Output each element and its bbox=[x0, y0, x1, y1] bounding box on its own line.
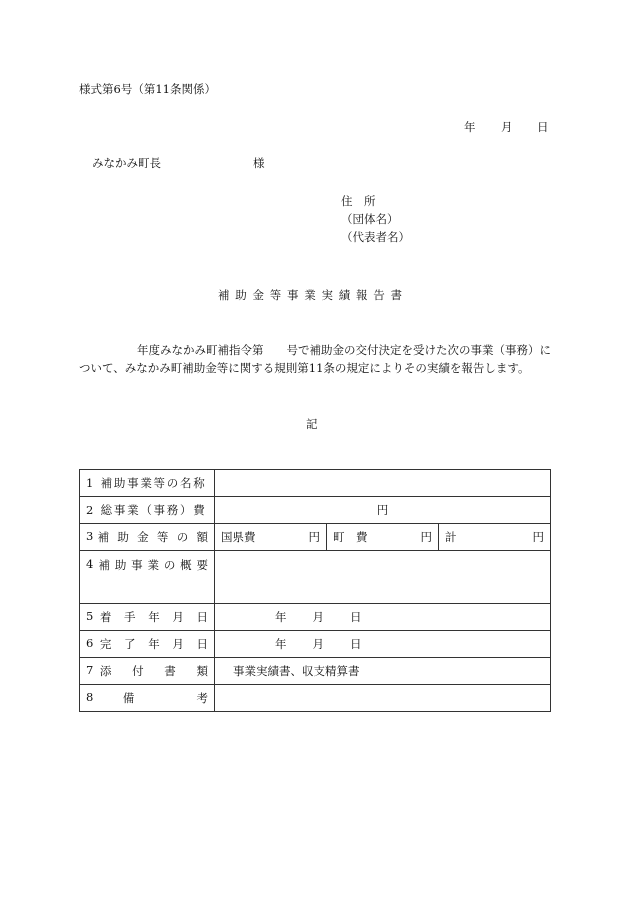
subsidy-town[interactable]: 町 費 円 bbox=[326, 524, 438, 550]
applicant-address: 住 所 bbox=[341, 194, 376, 208]
label-text: 添付書類 bbox=[99, 664, 229, 678]
label-text: 備考 bbox=[122, 691, 271, 705]
field-completion-date[interactable]: 年 月 日 bbox=[215, 631, 551, 658]
label-text: 着手年月日 bbox=[99, 610, 221, 624]
applicant-org-name: （団体名） bbox=[341, 212, 399, 226]
addressee-suffix: 様 bbox=[253, 156, 265, 170]
label-text: 総事業（事務）費 bbox=[100, 503, 207, 517]
row-label: 6 完了年月日 bbox=[80, 631, 215, 658]
label-text: 補助金等の額 bbox=[97, 530, 217, 544]
date-month: 月 bbox=[501, 120, 513, 134]
table-row bbox=[80, 631, 551, 658]
ki-note: 記 bbox=[306, 417, 318, 431]
table-row bbox=[80, 658, 551, 685]
table-row bbox=[80, 685, 551, 712]
table-row bbox=[80, 497, 551, 524]
field-start-date[interactable]: 年 月 日 bbox=[215, 604, 551, 631]
row-label: 1 補助事業等の名称 bbox=[80, 470, 215, 497]
table-row bbox=[80, 551, 551, 604]
row-label: 7 添付書類 bbox=[80, 658, 215, 685]
applicant-representative: （代表者名） bbox=[341, 230, 410, 244]
body-line-1: 年度みなかみ町補指令第 号で補助金の交付決定を受けた次の事業（事務）に bbox=[137, 343, 551, 357]
body-line-2: ついて、みなかみ町補助金等に関する規則第11条の規定によりその実績を報告します。 bbox=[79, 361, 530, 375]
addressee: みなかみ町長 bbox=[92, 156, 161, 170]
date-day: 日 bbox=[537, 120, 549, 134]
subsidy-prefecture[interactable]: 国県費 円 bbox=[221, 530, 320, 544]
row-label: 4 補助事業の概要 bbox=[80, 551, 215, 604]
form-number: 様式第6号（第11条関係） bbox=[79, 82, 216, 96]
date-year: 年 bbox=[464, 120, 476, 134]
table-row bbox=[80, 470, 551, 497]
row-label: 3 補助金等の額 bbox=[80, 524, 215, 551]
row-label: 5 着手年月日 bbox=[80, 604, 215, 631]
field-project-name[interactable] bbox=[215, 470, 551, 497]
report-table bbox=[79, 469, 551, 712]
row-label: 8 備考 bbox=[80, 685, 215, 712]
field-subsidy-amount bbox=[215, 524, 551, 551]
subsidy-total[interactable]: 計 円 bbox=[438, 524, 550, 550]
table-row bbox=[80, 604, 551, 631]
label-text: 補助事業の概要 bbox=[98, 558, 213, 572]
row-label: 2 総事業（事務）費 bbox=[80, 497, 215, 524]
document-title: 補助金等事業実績報告書 bbox=[218, 288, 408, 302]
label-text: 完了年月日 bbox=[99, 637, 221, 651]
field-attachments[interactable]: 事業実績書、収支精算書 bbox=[215, 658, 551, 685]
field-total-cost[interactable]: 円 bbox=[215, 497, 551, 524]
table-row bbox=[80, 524, 551, 551]
field-project-summary[interactable] bbox=[215, 551, 551, 604]
label-text: 補助事業等の名称 bbox=[100, 476, 207, 490]
